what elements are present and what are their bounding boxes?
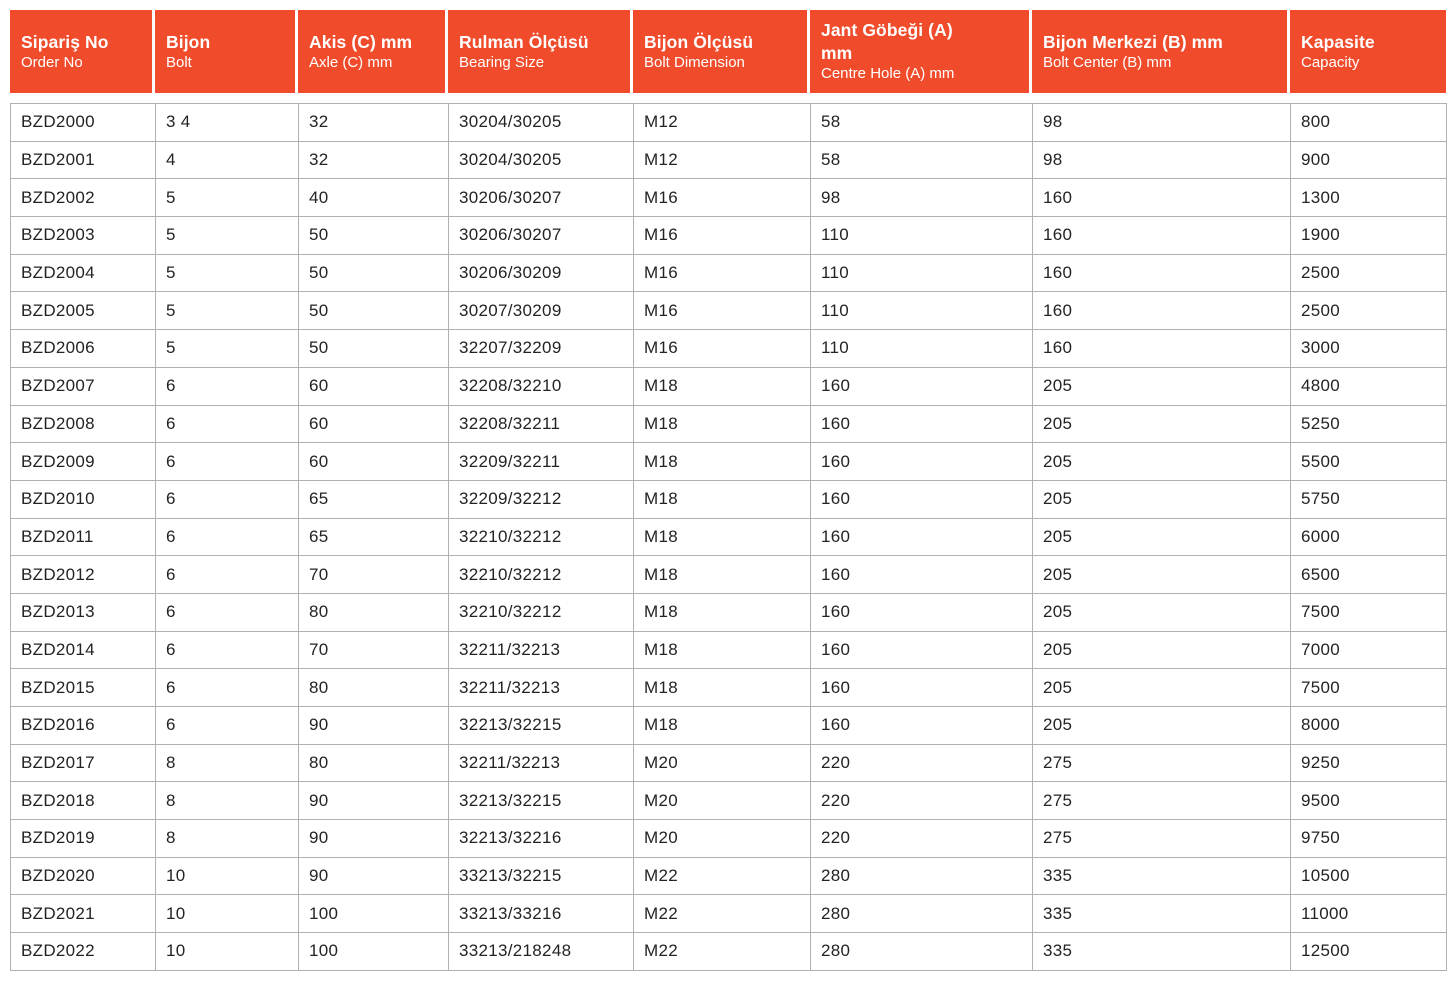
cell-capacity: 7000 [1291, 631, 1447, 669]
cell-bolt: 5 [156, 179, 299, 217]
column-subtitle: Capacity [1301, 53, 1360, 71]
cell-bolt-dim: M16 [634, 179, 811, 217]
cell-axle: 80 [299, 669, 449, 707]
column-subtitle: Bearing Size [459, 53, 545, 71]
table-row [11, 292, 1447, 330]
cell-centre-hole: 160 [811, 518, 1033, 556]
cell-axle: 80 [299, 744, 449, 782]
column-title: Bijon [166, 31, 211, 52]
cell-bolt: 6 [156, 443, 299, 481]
cell-bearing-size: 32209/32212 [449, 480, 634, 518]
cell-centre-hole: 160 [811, 669, 1033, 707]
cell-bearing-size: 32208/32211 [449, 405, 634, 443]
cell-bearing-size: 30207/30209 [449, 292, 634, 330]
table-row [11, 480, 1447, 518]
cell-bolt-dim: M16 [634, 330, 811, 368]
cell-bolt-dim: M22 [634, 895, 811, 933]
cell-bolt-center: 275 [1033, 744, 1291, 782]
cell-bolt-center: 275 [1033, 782, 1291, 820]
cell-capacity: 900 [1291, 141, 1447, 179]
cell-bolt: 5 [156, 330, 299, 368]
column-subtitle: Bolt Center (B) mm [1043, 53, 1172, 71]
column-title: Rulman Ölçüsü [459, 31, 589, 52]
cell-bolt-center: 205 [1033, 593, 1291, 631]
cell-order-no: BZD2018 [11, 782, 156, 820]
cell-axle: 80 [299, 593, 449, 631]
cell-bolt-center: 160 [1033, 179, 1291, 217]
cell-capacity: 9500 [1291, 782, 1447, 820]
table-row [11, 820, 1447, 858]
cell-centre-hole: 160 [811, 707, 1033, 745]
cell-order-no: BZD2015 [11, 669, 156, 707]
cell-capacity: 4800 [1291, 367, 1447, 405]
cell-axle: 65 [299, 518, 449, 556]
cell-bolt: 10 [156, 895, 299, 933]
table-body [11, 104, 1447, 971]
cell-bolt-dim: M18 [634, 443, 811, 481]
cell-centre-hole: 160 [811, 405, 1033, 443]
table-row [11, 518, 1447, 556]
table-row [11, 104, 1447, 142]
cell-bearing-size: 30206/30207 [449, 217, 634, 255]
cell-centre-hole: 280 [811, 895, 1033, 933]
cell-bolt-center: 205 [1033, 518, 1291, 556]
cell-bolt-dim: M22 [634, 933, 811, 971]
cell-order-no: BZD2003 [11, 217, 156, 255]
cell-bolt-dim: M12 [634, 141, 811, 179]
cell-centre-hole: 220 [811, 820, 1033, 858]
cell-bolt-dim: M16 [634, 217, 811, 255]
cell-bolt-dim: M18 [634, 707, 811, 745]
cell-centre-hole: 160 [811, 593, 1033, 631]
table-row [11, 443, 1447, 481]
table-row [11, 707, 1447, 745]
cell-order-no: BZD2009 [11, 443, 156, 481]
cell-order-no: BZD2020 [11, 857, 156, 895]
table-row [11, 744, 1447, 782]
cell-order-no: BZD2019 [11, 820, 156, 858]
cell-bearing-size: 32208/32210 [449, 367, 634, 405]
cell-bolt-center: 275 [1033, 820, 1291, 858]
cell-bolt-center: 160 [1033, 217, 1291, 255]
cell-bolt-dim: M18 [634, 480, 811, 518]
cell-capacity: 6500 [1291, 556, 1447, 594]
cell-bolt-dim: M20 [634, 744, 811, 782]
cell-axle: 50 [299, 217, 449, 255]
cell-bolt-dim: M18 [634, 405, 811, 443]
cell-bolt: 8 [156, 782, 299, 820]
cell-bearing-size: 32210/32212 [449, 593, 634, 631]
column-header-bolt [155, 10, 298, 93]
cell-capacity: 7500 [1291, 669, 1447, 707]
cell-bolt-center: 205 [1033, 669, 1291, 707]
cell-bolt: 8 [156, 820, 299, 858]
cell-capacity: 1300 [1291, 179, 1447, 217]
cell-bolt-center: 160 [1033, 330, 1291, 368]
table-row [11, 367, 1447, 405]
cell-bolt: 6 [156, 367, 299, 405]
cell-order-no: BZD2008 [11, 405, 156, 443]
cell-centre-hole: 220 [811, 782, 1033, 820]
cell-centre-hole: 160 [811, 631, 1033, 669]
cell-axle: 70 [299, 631, 449, 669]
cell-bolt: 4 [156, 141, 299, 179]
cell-bolt-dim: M20 [634, 820, 811, 858]
cell-bolt-dim: M16 [634, 254, 811, 292]
cell-capacity: 2500 [1291, 254, 1447, 292]
cell-capacity: 9750 [1291, 820, 1447, 858]
cell-bearing-size: 30204/30205 [449, 104, 634, 142]
column-subtitle: Bolt Dimension [644, 53, 745, 71]
cell-bolt: 3 4 [156, 104, 299, 142]
cell-order-no: BZD2010 [11, 480, 156, 518]
cell-bolt-center: 205 [1033, 631, 1291, 669]
table-row [11, 254, 1447, 292]
cell-bolt-dim: M18 [634, 518, 811, 556]
cell-centre-hole: 160 [811, 480, 1033, 518]
cell-bolt: 6 [156, 480, 299, 518]
table-row [11, 593, 1447, 631]
column-header-axle [298, 10, 448, 93]
cell-bolt-dim: M12 [634, 104, 811, 142]
cell-order-no: BZD2017 [11, 744, 156, 782]
cell-capacity: 5500 [1291, 443, 1447, 481]
cell-axle: 50 [299, 254, 449, 292]
cell-bolt-dim: M18 [634, 669, 811, 707]
table-row [11, 895, 1447, 933]
cell-centre-hole: 58 [811, 104, 1033, 142]
cell-bolt-center: 160 [1033, 292, 1291, 330]
cell-bolt-center: 205 [1033, 707, 1291, 745]
cell-bearing-size: 32211/32213 [449, 744, 634, 782]
cell-centre-hole: 110 [811, 254, 1033, 292]
cell-axle: 100 [299, 933, 449, 971]
cell-order-no: BZD2022 [11, 933, 156, 971]
table-row [11, 669, 1447, 707]
column-title: Bijon Merkezi (B) mm [1043, 31, 1223, 52]
column-subtitle: Bolt [166, 53, 192, 71]
column-title: Kapasite [1301, 31, 1375, 52]
cell-axle: 60 [299, 367, 449, 405]
table-header-row [10, 10, 1446, 93]
column-subtitle: Axle (C) mm [309, 53, 393, 71]
cell-bearing-size: 33213/218248 [449, 933, 634, 971]
cell-bolt: 5 [156, 254, 299, 292]
cell-order-no: BZD2005 [11, 292, 156, 330]
cell-axle: 100 [299, 895, 449, 933]
cell-axle: 65 [299, 480, 449, 518]
cell-capacity: 11000 [1291, 895, 1447, 933]
cell-bolt: 8 [156, 744, 299, 782]
cell-bearing-size: 32211/32213 [449, 669, 634, 707]
cell-order-no: BZD2011 [11, 518, 156, 556]
column-header-bolt-center [1032, 10, 1290, 93]
cell-capacity: 9250 [1291, 744, 1447, 782]
table-row [11, 857, 1447, 895]
cell-bolt-dim: M16 [634, 292, 811, 330]
table-row [11, 405, 1447, 443]
cell-bolt: 6 [156, 593, 299, 631]
cell-bolt-center: 205 [1033, 480, 1291, 518]
cell-order-no: BZD2006 [11, 330, 156, 368]
cell-bearing-size: 32213/32215 [449, 782, 634, 820]
cell-bearing-size: 32210/32212 [449, 518, 634, 556]
cell-axle: 90 [299, 820, 449, 858]
column-title: Sipariş No [21, 31, 109, 52]
cell-bearing-size: 32210/32212 [449, 556, 634, 594]
column-header-capacity [1290, 10, 1446, 93]
cell-bolt-dim: M20 [634, 782, 811, 820]
cell-bolt: 6 [156, 707, 299, 745]
cell-axle: 90 [299, 707, 449, 745]
cell-bearing-size: 32213/32215 [449, 707, 634, 745]
cell-axle: 40 [299, 179, 449, 217]
cell-centre-hole: 280 [811, 933, 1033, 971]
cell-bolt-center: 205 [1033, 443, 1291, 481]
cell-order-no: BZD2000 [11, 104, 156, 142]
cell-bolt: 6 [156, 631, 299, 669]
cell-bolt-center: 205 [1033, 405, 1291, 443]
cell-order-no: BZD2004 [11, 254, 156, 292]
cell-axle: 60 [299, 443, 449, 481]
cell-capacity: 2500 [1291, 292, 1447, 330]
cell-order-no: BZD2002 [11, 179, 156, 217]
column-header-bearing-size [448, 10, 633, 93]
cell-bolt-dim: M18 [634, 631, 811, 669]
cell-bolt-center: 205 [1033, 556, 1291, 594]
cell-capacity: 5750 [1291, 480, 1447, 518]
cell-bolt: 6 [156, 556, 299, 594]
cell-bearing-size: 33213/33216 [449, 895, 634, 933]
cell-bolt-center: 98 [1033, 141, 1291, 179]
column-header-centre-hole [810, 10, 1032, 93]
cell-bearing-size: 32209/32211 [449, 443, 634, 481]
cell-order-no: BZD2016 [11, 707, 156, 745]
column-title: Jant Göbeği (A) mm [821, 20, 953, 63]
cell-axle: 90 [299, 782, 449, 820]
cell-bolt: 10 [156, 857, 299, 895]
column-title: Bijon Ölçüsü [644, 31, 754, 52]
table-row [11, 330, 1447, 368]
table-row [11, 556, 1447, 594]
cell-bolt: 10 [156, 933, 299, 971]
cell-axle: 70 [299, 556, 449, 594]
table-row [11, 933, 1447, 971]
cell-bearing-size: 30206/30209 [449, 254, 634, 292]
cell-bolt-center: 160 [1033, 254, 1291, 292]
cell-bearing-size: 33213/32215 [449, 857, 634, 895]
cell-centre-hole: 220 [811, 744, 1033, 782]
cell-centre-hole: 110 [811, 217, 1033, 255]
cell-bearing-size: 32211/32213 [449, 631, 634, 669]
cell-axle: 50 [299, 330, 449, 368]
cell-centre-hole: 58 [811, 141, 1033, 179]
cell-capacity: 3000 [1291, 330, 1447, 368]
cell-centre-hole: 160 [811, 367, 1033, 405]
cell-order-no: BZD2013 [11, 593, 156, 631]
cell-bearing-size: 30206/30207 [449, 179, 634, 217]
table-row [11, 141, 1447, 179]
cell-bolt-dim: M18 [634, 593, 811, 631]
cell-capacity: 6000 [1291, 518, 1447, 556]
cell-capacity: 5250 [1291, 405, 1447, 443]
column-header-order-no [10, 10, 155, 93]
cell-bearing-size: 30204/30205 [449, 141, 634, 179]
table-row [11, 631, 1447, 669]
cell-centre-hole: 110 [811, 330, 1033, 368]
cell-centre-hole: 110 [811, 292, 1033, 330]
cell-bolt: 6 [156, 518, 299, 556]
cell-capacity: 7500 [1291, 593, 1447, 631]
table-row [11, 179, 1447, 217]
cell-bearing-size: 32207/32209 [449, 330, 634, 368]
cell-centre-hole: 280 [811, 857, 1033, 895]
cell-capacity: 12500 [1291, 933, 1447, 971]
cell-centre-hole: 98 [811, 179, 1033, 217]
cell-capacity: 800 [1291, 104, 1447, 142]
cell-bolt-dim: M18 [634, 556, 811, 594]
column-title: Akis (C) mm [309, 31, 413, 52]
cell-axle: 60 [299, 405, 449, 443]
cell-capacity: 10500 [1291, 857, 1447, 895]
cell-bolt-center: 205 [1033, 367, 1291, 405]
cell-bolt-dim: M18 [634, 367, 811, 405]
table-row [11, 217, 1447, 255]
cell-axle: 90 [299, 857, 449, 895]
cell-axle: 32 [299, 104, 449, 142]
cell-bolt-center: 335 [1033, 933, 1291, 971]
cell-bolt: 5 [156, 217, 299, 255]
product-spec-table [10, 103, 1447, 971]
cell-bearing-size: 32213/32216 [449, 820, 634, 858]
cell-bolt: 5 [156, 292, 299, 330]
cell-bolt-dim: M22 [634, 857, 811, 895]
cell-axle: 50 [299, 292, 449, 330]
cell-bolt: 6 [156, 669, 299, 707]
cell-order-no: BZD2014 [11, 631, 156, 669]
cell-order-no: BZD2021 [11, 895, 156, 933]
cell-axle: 32 [299, 141, 449, 179]
cell-capacity: 8000 [1291, 707, 1447, 745]
table-row [11, 782, 1447, 820]
column-subtitle: Order No [21, 53, 83, 71]
column-subtitle: Centre Hole (A) mm [821, 65, 955, 83]
cell-bolt-center: 335 [1033, 895, 1291, 933]
cell-centre-hole: 160 [811, 556, 1033, 594]
cell-order-no: BZD2001 [11, 141, 156, 179]
cell-order-no: BZD2007 [11, 367, 156, 405]
cell-bolt-center: 98 [1033, 104, 1291, 142]
cell-bolt-center: 335 [1033, 857, 1291, 895]
cell-capacity: 1900 [1291, 217, 1447, 255]
cell-order-no: BZD2012 [11, 556, 156, 594]
column-header-bolt-dim [633, 10, 810, 93]
cell-bolt: 6 [156, 405, 299, 443]
cell-centre-hole: 160 [811, 443, 1033, 481]
